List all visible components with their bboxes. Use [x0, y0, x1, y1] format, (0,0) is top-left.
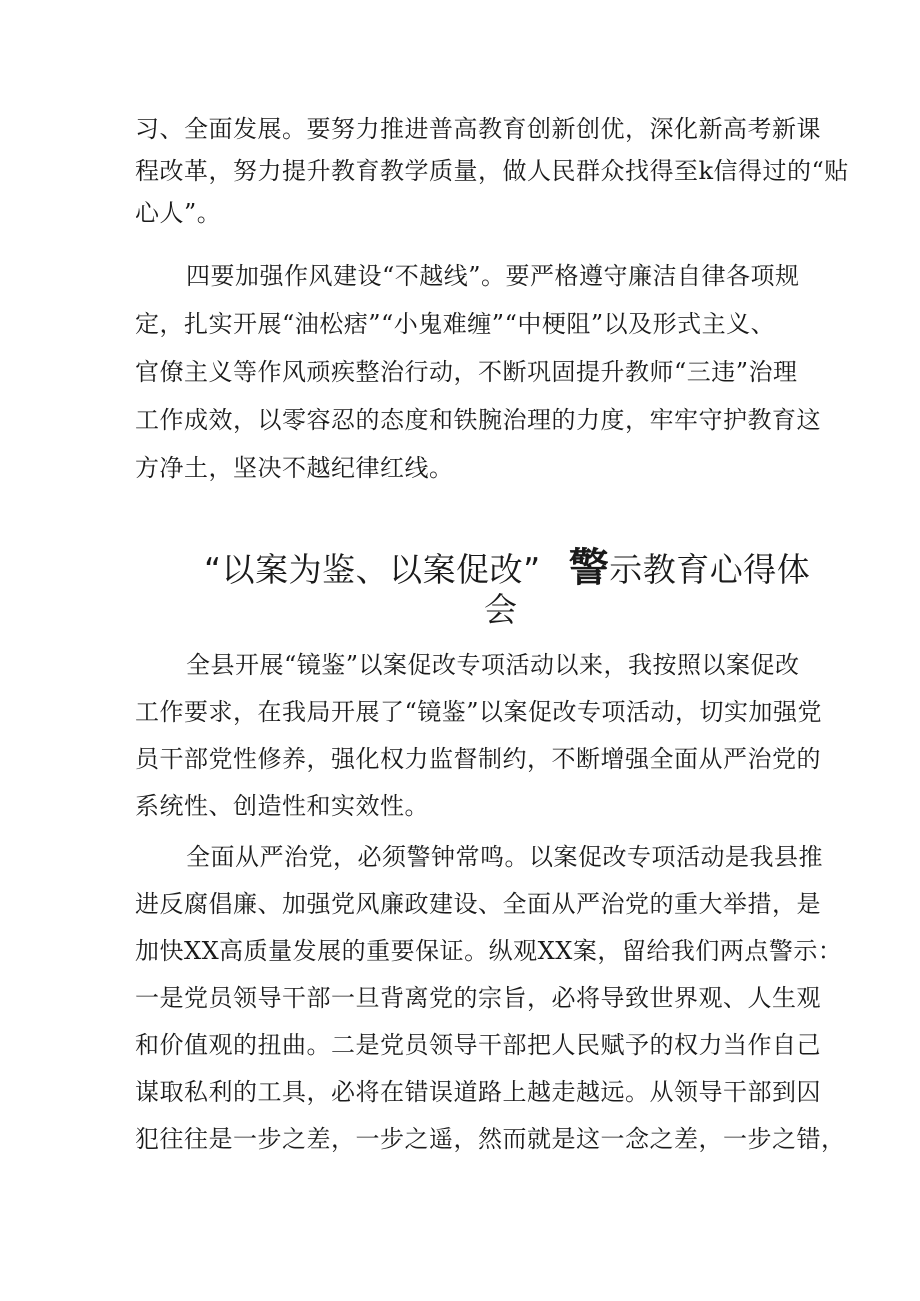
- text-line: 工作成效，以零容忍的态度和铁腕治理的力度，牢牢守护教育这: [135, 406, 821, 434]
- text-line: 程改革，努力提升教育教学质量，做人民群众找得至k信得过的“贴: [135, 157, 849, 185]
- text-line: 定，扎实开展“油松痞”“小鬼难缠”“中梗阻”以及形式主义、: [135, 310, 776, 338]
- text-line: 官僚主义等作风顽疾整治行动，不断巩固提升教师“三违”治理: [135, 358, 798, 386]
- title-part-large-char: 警: [568, 545, 610, 591]
- text-line: 工作要求，在我局开展了“镜鉴”以案促改专项活动，切实加强党: [135, 698, 823, 726]
- text-line: 方净土，坚决不越纪律红线。: [135, 454, 454, 482]
- document-title: [204, 545, 811, 591]
- text-line: 进反腐倡廉、加强党风廉政建设、全面从严治党的重大举措，是: [135, 890, 821, 918]
- text-line: 谋取私利的工具，必将在错误道路上越走越远。从领导干部到囚: [135, 1078, 821, 1106]
- text-line: 习、全面发展。要努力推进普高教育创新创优，深化新高考新课: [135, 115, 821, 143]
- text-line: 心人”。: [135, 199, 222, 227]
- title-part-rest: 示教育心得体: [609, 550, 811, 589]
- text-line: 一是党员领导干部一旦背离党的宗旨，必将导致世界观、人生观: [135, 984, 821, 1012]
- text-line: 加快XX高质量发展的重要保证。纵观XX案，留给我们两点警示：: [135, 937, 843, 965]
- paragraph-first-line: 四要加强作风建设“不越线”。要严格遵守廉洁自律各项规: [186, 262, 800, 290]
- paragraph-first-line: 全面从严治党，必须警钟常鸣。以案促改专项活动是我县推: [186, 843, 823, 871]
- text-line: 犯往往是一步之差，一步之遥，然而就是这一念之差，一步之错，: [135, 1125, 846, 1153]
- text-line: 员干部党性修养，强化权力监督制约，不断增强全面从严治党的: [135, 745, 821, 773]
- text-line: 和价值观的扭曲。二是党员领导干部把人民赋予的权力当作自己: [135, 1031, 821, 1059]
- document-title-line2: 会: [484, 590, 518, 629]
- text-line: 系统性、创造性和实效性。: [135, 792, 429, 820]
- title-part-quote: “以案为鉴、以案促改”: [204, 550, 541, 589]
- paragraph-first-line: 全县开展“镜鉴”以案促改专项活动以来，我按照以案促改: [186, 651, 800, 679]
